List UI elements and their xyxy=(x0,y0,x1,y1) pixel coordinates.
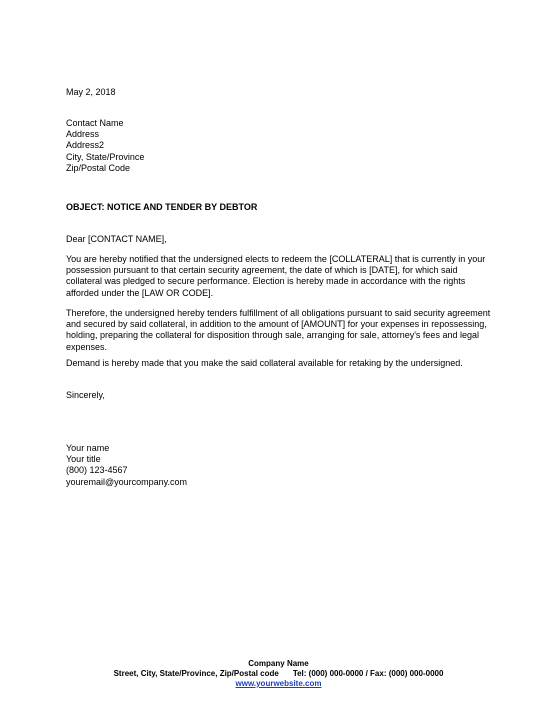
signature-title: Your title xyxy=(66,454,101,465)
footer-website-link[interactable]: www.yourwebsite.com xyxy=(235,679,322,688)
page-footer xyxy=(0,659,557,689)
recipient-zip: Zip/Postal Code xyxy=(66,162,131,173)
closing: Sincerely, xyxy=(66,390,105,400)
body-paragraph: You are hereby notified that the undersigned elects to redeem the [COLLATERAL] that is currently in your possession pursuant to that certain security agreement, the date of which is [DATE], for which said collateral was pledged to secure performance. Election is hereby made in accordance with the rights afforded under the [LAW OR CODE]. xyxy=(66,254,486,298)
recipient-address: Address xyxy=(66,129,100,140)
letter-date: May 2, 2018 xyxy=(66,87,116,97)
footer-company: Company Name xyxy=(248,659,309,668)
recipient-name: Contact Name xyxy=(66,118,124,128)
salutation: Dear [CONTACT NAME], xyxy=(66,234,167,244)
signature-name: Your name xyxy=(66,443,110,453)
recipient-block xyxy=(66,118,496,174)
signature-phone: (800) 123-4567 xyxy=(66,465,128,476)
footer-address: Street, City, State/Province, Zip/Postal code xyxy=(113,669,279,678)
recipient-city: City, State/Province xyxy=(66,151,145,162)
letter-object: OBJECT: NOTICE AND TENDER BY DEBTOR xyxy=(66,202,258,212)
signature-block xyxy=(66,443,496,488)
footer-contact: Tel: (000) 000-0000 / Fax: (000) 000-0000 xyxy=(292,669,444,678)
recipient-address2: Address2 xyxy=(66,140,105,151)
body-paragraph: Therefore, the undersigned hereby tenders fulfillment of all obligations pursuant to said security agreement and secured by said collateral, in addition to the amount of [AMOUNT] for your expenses in repossessing, holding, preparing the collateral for disposition through sale, arranging for sale, attorney's fees and legal expenses. xyxy=(66,308,491,352)
body-paragraph: Demand is hereby made that you make the said collateral available for retaking by the undersigned. xyxy=(66,358,463,368)
footer-address-line xyxy=(0,669,557,679)
signature-email: youremail@yourcompany.com xyxy=(66,476,188,487)
